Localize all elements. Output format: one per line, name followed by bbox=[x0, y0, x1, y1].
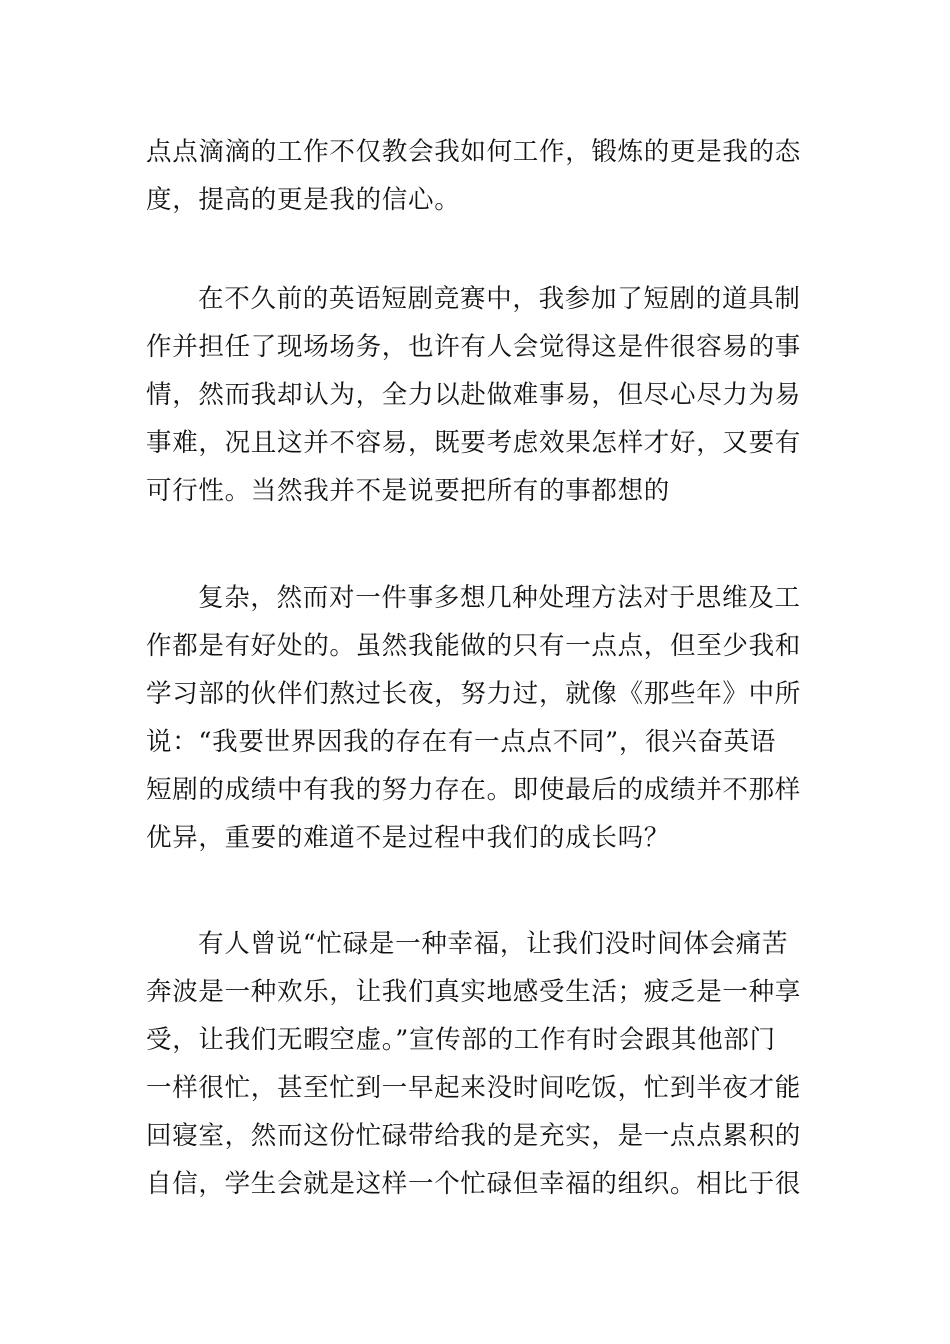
text-line: 一样很忙，甚至忙到一早起来没时间吃饭，忙到半夜才能 bbox=[146, 1073, 802, 1103]
paragraph-4 bbox=[146, 920, 810, 1208]
text-line: 回寝室，然而这份忙碌带给我的是充实，是一点点累积的 bbox=[146, 1121, 802, 1151]
text-line: 情，然而我却认为，全力以赴做难事易，但尽心尽力为易 bbox=[146, 380, 802, 410]
text-line: 作都是有好处的。虽然我能做的只有一点点，但至少我和 bbox=[146, 631, 802, 661]
text-line: 事难，况且这并不容易，既要考虑效果怎样才好，又要有 bbox=[146, 428, 802, 458]
text-line: 度，提高的更是我的信心。 bbox=[146, 185, 461, 215]
text-line: 在不久前的英语短剧竞赛中，我参加了短剧的道具制 bbox=[198, 284, 801, 314]
text-line: 复杂，然而对一件事多想几种处理方法对于思维及工 bbox=[198, 583, 801, 613]
text-line: 受，让我们无暇空虚。”宣传部的工作有时会跟其他部门 bbox=[146, 1025, 776, 1055]
text-line: 说：“我要世界因我的存在有一点点不同”，很兴奋英语 bbox=[146, 727, 777, 757]
text-line: 可行性。当然我并不是说要把所有的事都想的 bbox=[146, 476, 671, 506]
paragraph-2 bbox=[146, 275, 810, 515]
text-line: 有人曾说“忙碌是一种幸福，让我们没时间体会痛苦 bbox=[198, 929, 789, 959]
text-line: 优异，重要的难道不是过程中我们的成长吗？ bbox=[146, 823, 671, 853]
text-line: 奔波是一种欢乐，让我们真实地感受生活；疲乏是一种享 bbox=[146, 977, 802, 1007]
text-line: 短剧的成绩中有我的努力存在。即使最后的成绩并不那样 bbox=[146, 775, 802, 805]
paragraph-3 bbox=[146, 574, 810, 862]
text-line: 点点滴滴的工作不仅教会我如何工作，锻炼的更是我的态 bbox=[146, 137, 802, 167]
text-line: 学习部的伙伴们熬过长夜，努力过，就像《那些年》中所 bbox=[146, 679, 802, 709]
text-line: 作并担任了现场场务，也许有人会觉得这是件很容易的事 bbox=[146, 332, 802, 362]
paragraph-1 bbox=[146, 128, 810, 224]
text-line: 自信，学生会就是这样一个忙碌但幸福的组织。相比于很 bbox=[146, 1169, 802, 1199]
